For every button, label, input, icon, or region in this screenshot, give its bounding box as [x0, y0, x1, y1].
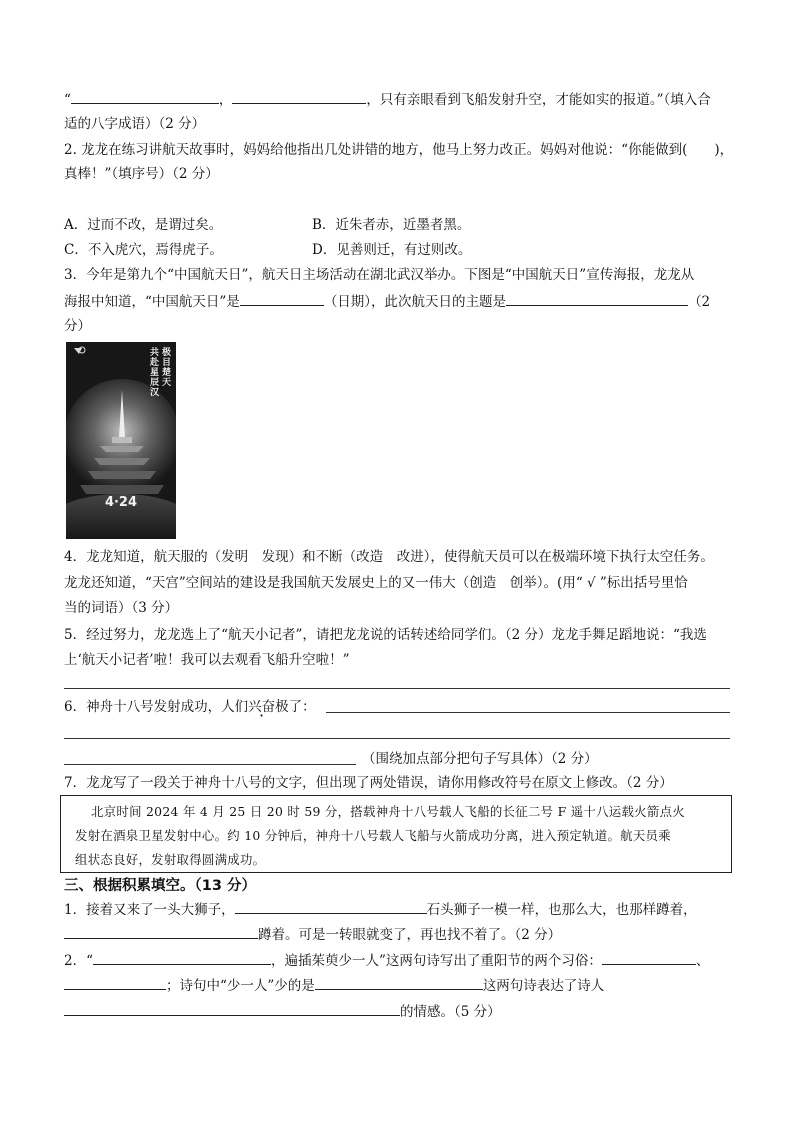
q1-open-quote: “ [64, 92, 71, 108]
q2-stem: 2. 龙龙在练习讲航天故事时，妈妈给他指出几处讲错的地方，他马上努力改正。妈妈对他说：“你能做到( )， [64, 142, 734, 158]
s3-q1-line1: 1．接着又来了一头大狮子， 石头狮子一模一样，也那么大，也那样蹲着， [64, 899, 697, 920]
poster-title-col-3: 汉 [150, 388, 160, 398]
q2-option-a: A．过而不改，是谓过矣。 [64, 217, 223, 233]
q3-stem-end: 分） [64, 318, 91, 334]
q7-passage-line-1: 北京时间 2024 年 4 月 25 日 20 时 59 分，搭载神舟十八号载人飞船的长征二号 F 遥十八运载火箭点火 [91, 804, 685, 819]
q7-stem: 7．龙龙写了一段关于神舟十八号的文字，但出现了两处错误，请你用修改符号在原文上修改。（2 分） [64, 775, 673, 791]
q2-option-d: D．见善则迁，有过则改。 [312, 242, 472, 258]
s3-q2-poem-blank[interactable] [93, 950, 271, 965]
poster-date: 4·24 [104, 495, 138, 510]
q3-stem: 3．今年是第九个“中国航天日”，航天日主场活动在湖北武汉举办。下图是“中国航天日”宣传海报，龙龙从 [64, 267, 695, 283]
q5-line2: 上‘航天小记者’啦！我可以去观看飞船升空啦！” [64, 652, 350, 668]
q7-passage-line-3: 组状态良好，发射取得圆满成功。 [75, 852, 266, 867]
s3-q2-feeling-blank[interactable] [64, 1001, 400, 1016]
q1-blank-2[interactable] [232, 89, 366, 104]
s3-q2-line3: 的情感。（5 分） [64, 1001, 501, 1022]
poster-title-col-2: 共赴星辰 [150, 348, 160, 388]
q2-option-b: B．近朱者赤，近墨者黑。 [312, 217, 471, 233]
q3-date-blank[interactable] [240, 291, 324, 306]
s3-q2-custom-blank-2[interactable] [64, 975, 166, 990]
s3-q1-line2: 蹲着。可是一转眼就变了，再也找不着了。（2 分） [64, 924, 561, 945]
q7-passage-line-2: 发射在酒泉卫星发射中心。约 10 分钟后，神舟十八号载人飞船与火箭成功分离，进入预定轨道。航天员乘 [75, 828, 671, 843]
q6-line1: 6．神舟十八号发射成功，人们兴奋极了 ·： [64, 697, 316, 717]
q6-answer-line-1[interactable] [326, 712, 730, 713]
q6-answer-line-3[interactable] [64, 764, 356, 765]
q3-theme-blank[interactable] [506, 291, 688, 306]
q4-line1: 4．龙龙知道，航天服的（发明 发现）和不断（改造 改进），使得航天员可以在极端环境下执行太空任务。 [64, 549, 714, 565]
q6-dotted-phrase: 人们兴奋极了 · [221, 699, 302, 715]
q7-passage-box [60, 795, 732, 873]
poster-title-col-1: 极目楚天 [162, 348, 172, 388]
q3-stem-cont: 海报中知道，“中国航天日”是 （日期），此次航天日的主题是 （2 [64, 291, 710, 312]
q5-line1: 5．经过努力，龙龙选上了“航天小记者”，请把龙龙说的话转述给同学们。（2 分）龙龙手舞足蹈地说：“我选 [64, 627, 707, 643]
s3-q2-line1: 2．“ ，遍插茱萸少一人”这两句诗写出了重阳节的两个习俗： 、 [64, 950, 709, 971]
space-day-poster [66, 342, 176, 539]
q2-stem-cont: 真棒！”（填序号）（2 分） [64, 166, 219, 182]
q1-line2: 适的八字成语）（2 分） [64, 116, 206, 132]
s3-q2-line2: ；诗句中“少一人”少的是 这两句诗表达了诗人 [64, 975, 604, 996]
q6-instruction: （围绕加点部分把句子写具体）（2 分） [362, 751, 598, 767]
q1-blank-1[interactable] [71, 89, 219, 104]
q1-line1: “ ， ，只有亲眼看到飞船发射升空，才能如实的报道。”（填入合 [64, 89, 711, 110]
q5-answer-line[interactable] [64, 688, 730, 689]
q4-line2: 龙龙还知道，“天宫”空间站的建设是我国航天发展史上的又一伟大（创造 创举）。(用“ √ ”标出括号里恰 [64, 575, 688, 591]
s3-q1-blank-1[interactable] [235, 899, 427, 914]
q2-option-c: C．不入虎穴，焉得虎子。 [64, 242, 223, 258]
s3-q2-custom-blank-1[interactable] [602, 950, 696, 965]
s3-q1-blank-2[interactable] [64, 924, 258, 939]
section-3-title: 三、根据积累填空。（13 分） [64, 878, 256, 894]
s3-q2-missing-person-blank[interactable] [315, 975, 483, 990]
q6-answer-line-2[interactable] [64, 738, 730, 739]
q4-line3: 当的词语）（3 分） [64, 600, 179, 616]
